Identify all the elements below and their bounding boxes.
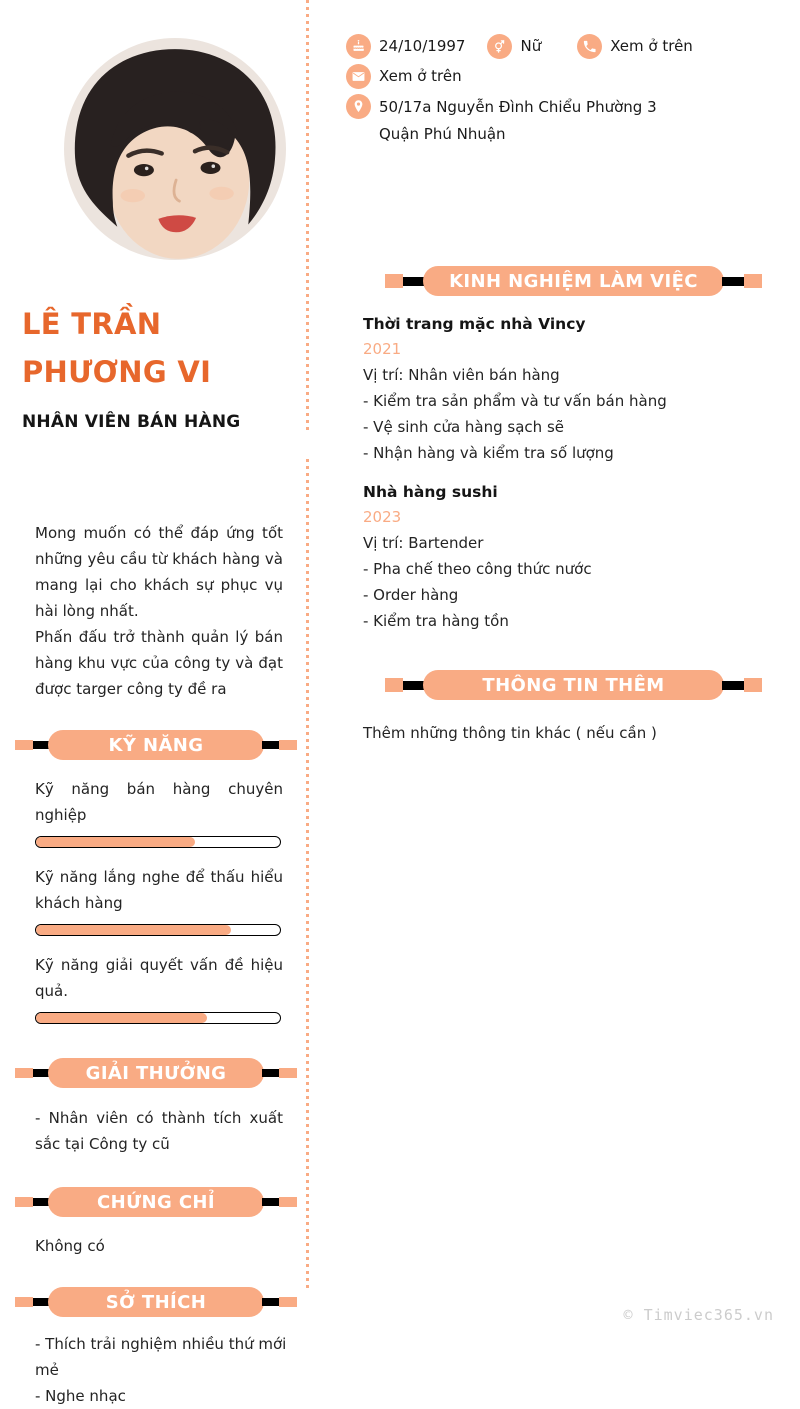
header-connector-bar (403, 681, 425, 690)
header-edge-square (279, 1297, 297, 1307)
section-title-certificates: CHỨNG CHỈ (48, 1187, 264, 1217)
work-detail: - Vệ sinh cửa hàng sạch sẽ (363, 418, 564, 436)
header-connector-bar (722, 277, 744, 286)
work-year: 2021 (363, 340, 402, 358)
email-value: Xem ở trên (379, 67, 462, 85)
work-position: Vị trí: Bartender (363, 534, 484, 552)
header-connector-bar (403, 277, 425, 286)
header-connector-bar (262, 1069, 279, 1077)
section-header-skills (15, 730, 297, 760)
more-info-text: Thêm những thông tin khác ( nếu cần ) (363, 724, 657, 742)
address-value: 50/17a Nguyễn Đình Chiểu Phường 3 Quận Phú Nhuận (379, 98, 657, 143)
objective-paragraph: Mong muốn có thể đáp ứng tốt những yêu cầu từ khách hàng và mang lại cho khách sự phục vụ hài lòng nhất. (35, 524, 283, 620)
header-edge-square (15, 1068, 33, 1078)
section-title-more-info: THÔNG TIN THÊM (423, 670, 724, 700)
award-item: - Nhân viên có thành tích xuất sắc tại Công ty cũ (35, 1109, 283, 1153)
section-title-experience: KINH NGHIỆM LÀM VIỆC (423, 266, 724, 296)
right-column (346, 0, 780, 746)
skill-label: Kỹ năng bán hàng chuyên nghiệp (35, 780, 283, 824)
contact-row (346, 94, 780, 148)
company-name: Nhà hàng sushi (363, 483, 498, 501)
header-edge-square (279, 1197, 297, 1207)
section-title-awards: GIẢI THƯỞNG (48, 1058, 264, 1088)
section-title-skills: KỸ NĂNG (48, 730, 264, 760)
work-detail: - Kiểm tra sản phẩm và tư vấn bán hàng (363, 392, 667, 410)
contact-email (346, 64, 462, 89)
experience-entry (363, 312, 780, 466)
contact-row (346, 64, 780, 89)
skill-progress-fill (36, 925, 231, 935)
header-edge-square (385, 678, 403, 692)
left-column (0, 0, 307, 1409)
skill-progress-bar (35, 1012, 281, 1024)
contact-row (346, 34, 780, 59)
work-detail: - Pha chế theo công thức nước (363, 560, 592, 578)
mail-icon (346, 64, 371, 89)
contact-gender (487, 34, 541, 59)
profile-photo (64, 38, 286, 260)
header-edge-square (279, 740, 297, 750)
section-header-more-info (385, 670, 762, 700)
skill-label: Kỹ năng lắng nghe để thấu hiểu khách hàng (35, 868, 283, 912)
contact-info (346, 0, 780, 148)
header-connector-bar (262, 741, 279, 749)
header-edge-square (744, 678, 762, 692)
skill-progress-bar (35, 836, 281, 848)
section-title-hobbies: SỞ THÍCH (48, 1287, 264, 1317)
work-detail: - Kiểm tra hàng tồn (363, 612, 509, 630)
skill-progress-bar (35, 924, 281, 936)
objective-paragraph: Phấn đấu trở thành quản lý bán hàng khu vực của công ty và đạt được targer công ty đề ra (35, 628, 283, 698)
contact-birthday (346, 34, 465, 59)
skill-progress-fill (36, 1013, 207, 1023)
phone-value: Xem ở trên (610, 37, 693, 55)
header-connector-bar (722, 681, 744, 690)
hobby-item: - Nghe nhạc (35, 1387, 126, 1405)
gender-value: Nữ (520, 37, 542, 55)
phone-icon (577, 34, 602, 59)
skill-progress-fill (36, 837, 195, 847)
work-detail: - Nhận hàng và kiểm tra số lượng (363, 444, 614, 462)
header-edge-square (744, 274, 762, 288)
birthday-value: 24/10/1997 (379, 37, 466, 55)
map-pin-icon (346, 94, 371, 119)
skills-list (0, 776, 307, 1024)
section-header-experience (385, 266, 762, 296)
company-name: Thời trang mặc nhà Vincy (363, 315, 586, 333)
certificate-item: Không có (35, 1237, 105, 1255)
hobby-item: - Thích trải nghiệm nhiều thứ mới mẻ (35, 1335, 287, 1379)
candidate-job-title: NHÂN VIÊN BÁN HÀNG (22, 412, 241, 432)
gender-icon (487, 34, 512, 59)
experience-entry (363, 480, 780, 634)
header-edge-square (15, 1197, 33, 1207)
header-connector-bar (262, 1198, 279, 1206)
contact-address (346, 94, 689, 148)
header-edge-square (385, 274, 403, 288)
work-detail: - Order hàng (363, 586, 459, 604)
site-watermark: © Timviec365.vn (623, 1306, 774, 1324)
header-edge-square (15, 1297, 33, 1307)
work-position: Vị trí: Nhân viên bán hàng (363, 366, 560, 384)
career-objective (35, 520, 283, 702)
header-connector-bar (262, 1298, 279, 1306)
header-edge-square (279, 1068, 297, 1078)
skill-label: Kỹ năng giải quyết vấn đề hiệu quả. (35, 956, 283, 1000)
section-header-certificates (15, 1187, 297, 1217)
contact-phone (577, 34, 693, 59)
candidate-name: LÊ TRẦN PHƯƠNG VI (22, 307, 212, 389)
header-edge-square (15, 740, 33, 750)
work-year: 2023 (363, 508, 402, 526)
cake-icon (346, 34, 371, 59)
section-header-awards (15, 1058, 297, 1088)
section-header-hobbies (15, 1287, 297, 1317)
